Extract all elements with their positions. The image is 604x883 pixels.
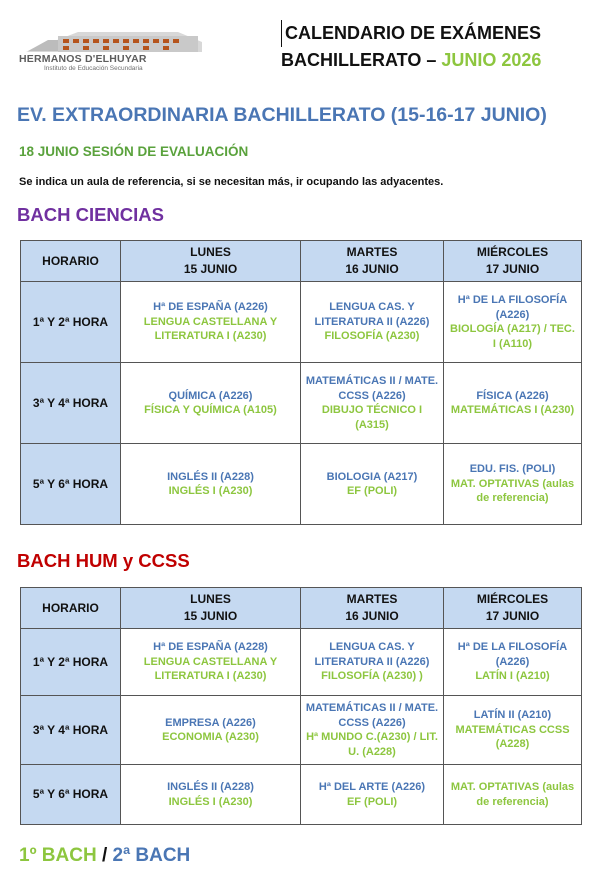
day-date: 17 JUNIO	[485, 609, 540, 623]
exam-cell	[444, 696, 582, 765]
exam-2bach: EDU. FIS. (POLI)	[469, 463, 556, 476]
exam-2bach: INGLÉS II (A228)	[167, 781, 254, 793]
exam-cell	[121, 765, 301, 825]
exam-1bach: LENGUA CASTELLANA Y LITERATURA I (A230)	[143, 655, 278, 683]
day-date: 15 JUNIO	[183, 609, 238, 623]
hour-cell: 5ª Y 6ª HORA	[21, 444, 121, 525]
day-name: MARTES	[346, 592, 398, 606]
exam-1bach: EF (POLI)	[346, 485, 398, 497]
exam-cell	[121, 696, 301, 765]
exam-1bach: MAT. OPTATIVAS (aulas de referencia)	[450, 781, 575, 808]
exam-1bach: FÍSICA Y QUÍMICA (A105)	[144, 404, 277, 416]
exam-2bach: Hª DE ESPAÑA (A228)	[153, 641, 268, 654]
header-horario: HORARIO	[21, 241, 121, 282]
header-martes	[301, 588, 444, 629]
legend-separator: /	[96, 845, 113, 866]
exam-cell	[444, 765, 582, 825]
hour-cell: 3ª Y 4ª HORA	[21, 363, 121, 444]
exam-2bach: Hª DE LA FILOSOFÍA (A226)	[457, 294, 568, 321]
exam-2bach: EMPRESA (A226)	[165, 716, 256, 729]
exam-1bach: DIBUJO TÉCNICO I (A315)	[321, 404, 423, 431]
exam-1bach: LATÍN I (A210)	[475, 670, 550, 683]
exam-cell	[444, 444, 582, 525]
table-row	[21, 444, 582, 525]
table-row	[21, 696, 582, 765]
table-header-row	[21, 588, 582, 629]
exam-2bach: Hª DEL ARTE (A226)	[318, 781, 426, 793]
header-miercoles	[444, 241, 582, 282]
day-date: 17 JUNIO	[485, 262, 540, 276]
exam-cell	[301, 629, 444, 696]
exam-2bach: LATÍN II (A210)	[473, 709, 552, 722]
day-date: 16 JUNIO	[345, 609, 399, 623]
exam-1bach: ECONOMIA (A230)	[162, 731, 259, 743]
exam-1bach: MATEMÁTICAS CCSS (A228)	[455, 723, 570, 751]
exam-cell	[121, 629, 301, 696]
header-martes	[301, 241, 444, 282]
header-miercoles	[444, 588, 582, 629]
header-lunes	[121, 241, 301, 282]
table-row	[21, 363, 582, 444]
exam-1bach: Hª MUNDO C.(A230) / LIT. U. (A228)	[306, 731, 438, 758]
exam-1bach: MATEMÁTICAS I (A230)	[450, 404, 575, 416]
day-name: LUNES	[190, 245, 231, 259]
day-name: MIÉRCOLES	[476, 592, 549, 606]
exam-1bach: MAT. OPTATIVAS (aulas de referencia)	[450, 477, 575, 505]
exam-1bach: LENGUA CASTELLANA Y LITERATURA I (A230)	[143, 315, 278, 343]
exam-cell	[301, 444, 444, 525]
section-title-ciencias: BACH CIENCIAS	[17, 204, 164, 225]
day-name: MIÉRCOLES	[476, 245, 549, 259]
exam-2bach: Hª DE ESPAÑA (A226)	[153, 301, 268, 314]
classroom-note: Se indica un aula de referencia, si se necesitan más, ir ocupando las adyacentes.	[19, 176, 444, 188]
page-title	[281, 20, 571, 74]
exam-period-title: EV. EXTRAORDINARIA BACHILLERATO (15-16-17 JUNIO)	[17, 104, 547, 126]
title-date: JUNIO 2026	[441, 50, 542, 70]
title-bachillerato: BACHILLERATO –	[281, 50, 442, 70]
table-row	[21, 282, 582, 363]
day-name: LUNES	[190, 592, 231, 606]
header-horario: HORARIO	[21, 588, 121, 629]
exam-cell	[301, 765, 444, 825]
schedule-table-hum-ccss	[20, 587, 582, 825]
exam-cell	[301, 282, 444, 363]
exam-cell	[121, 444, 301, 525]
exam-1bach: INGLÉS I (A230)	[168, 795, 253, 808]
exam-1bach: INGLÉS I (A230)	[168, 485, 253, 497]
exam-cell	[301, 363, 444, 444]
school-name: HERMANOS D'ELHUYAR	[19, 53, 147, 65]
exam-2bach: FÍSICA (A226)	[476, 389, 549, 402]
exam-2bach: MATEMÁTICAS II / MATE. CCSS (A226)	[305, 375, 439, 402]
hour-cell: 5ª Y 6ª HORA	[21, 765, 121, 825]
hour-cell: 3ª Y 4ª HORA	[21, 696, 121, 765]
color-legend	[19, 845, 190, 867]
schedule-table-ciencias	[20, 240, 582, 525]
exam-2bach: BIOLOGIA (A217)	[326, 470, 418, 483]
exam-1bach: FILOSOFÍA (A230) )	[321, 670, 423, 683]
legend-2bach: 2ª BACH	[112, 845, 191, 866]
legend-1bach: 1º BACH	[19, 845, 97, 866]
exam-2bach: INGLÉS II (A228)	[167, 470, 254, 483]
table-row	[21, 765, 582, 825]
exam-cell	[301, 696, 444, 765]
exam-cell	[121, 282, 301, 363]
table-header-row	[21, 241, 582, 282]
hour-cell: 1ª Y 2ª HORA	[21, 282, 121, 363]
page-header	[0, 0, 604, 88]
evaluation-session: 18 JUNIO SESIÓN DE EVALUACIÓN	[19, 144, 249, 159]
hour-cell: 1ª Y 2ª HORA	[21, 629, 121, 696]
exam-2bach: LENGUA CAS. Y LITERATURA II (A226)	[314, 301, 430, 328]
exam-2bach: MATEMÁTICAS II / MATE. CCSS (A226)	[305, 702, 439, 729]
exam-cell	[121, 363, 301, 444]
table-row	[21, 629, 582, 696]
exam-cell	[444, 282, 582, 363]
school-subtitle: Instituto de Educación Secundaria	[44, 65, 143, 72]
exam-1bach: FILOSOFÍA (A230)	[324, 330, 420, 343]
exam-2bach: Hª DE LA FILOSOFÍA (A226)	[457, 641, 568, 668]
section-title-hum-ccss: BACH HUM y CCSS	[17, 550, 190, 571]
exam-cell	[444, 363, 582, 444]
exam-cell	[444, 629, 582, 696]
exam-1bach: EF (POLI)	[346, 795, 398, 808]
day-date: 16 JUNIO	[345, 262, 399, 276]
title-line-2	[281, 47, 571, 74]
day-date: 15 JUNIO	[183, 262, 238, 276]
day-name: MARTES	[346, 245, 398, 259]
exam-2bach: QUÍMICA (A226)	[168, 389, 253, 402]
exam-2bach: LENGUA CAS. Y LITERATURA II (A226)	[314, 641, 430, 668]
title-line-1: CALENDARIO DE EXÁMENES	[281, 20, 541, 47]
exam-1bach: BIOLOGÍA (A217) / TEC. I (A110)	[450, 323, 575, 350]
header-lunes	[121, 588, 301, 629]
